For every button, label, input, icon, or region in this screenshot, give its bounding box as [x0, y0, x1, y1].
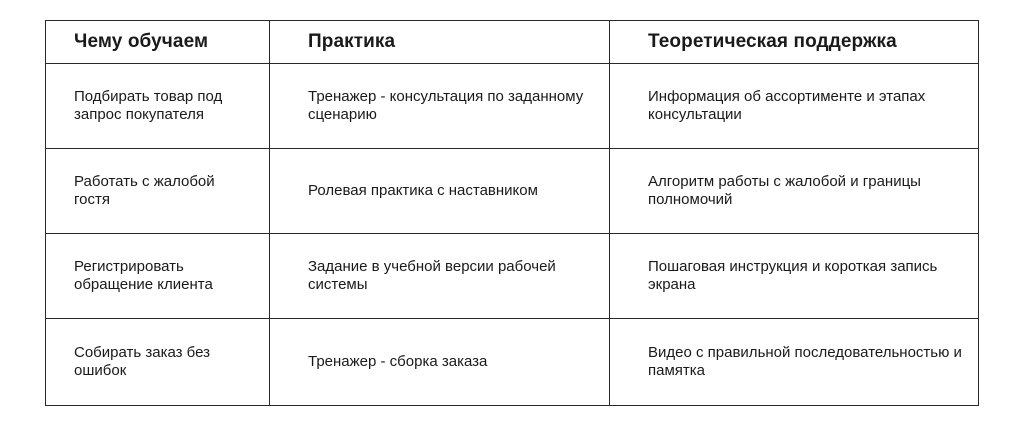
table-cell: Регистрировать обращение клиента	[46, 234, 270, 319]
column-header-practice: Практика	[270, 21, 610, 64]
table-cell: Видео с правильной последовательностью и памятка	[610, 319, 979, 406]
table-cell: Работать с жалобой гостя	[46, 149, 270, 234]
table-cell: Собирать заказ без ошибок	[46, 319, 270, 406]
table-cell: Ролевая практика с наставником	[270, 149, 610, 234]
table-header-row	[46, 21, 979, 64]
table-row	[46, 64, 979, 149]
table-cell: Пошаговая инструкция и короткая запись экрана	[610, 234, 979, 319]
table-row	[46, 319, 979, 406]
training-table-container	[45, 20, 978, 406]
table-cell: Тренажер - сборка заказа	[270, 319, 610, 406]
table-cell: Тренажер - консультация по заданному сценарию	[270, 64, 610, 149]
column-header-what-we-teach: Чему обучаем	[46, 21, 270, 64]
table-cell: Информация об ассортименте и этапах консультации	[610, 64, 979, 149]
table-cell: Задание в учебной версии рабочей системы	[270, 234, 610, 319]
table-row	[46, 149, 979, 234]
table-row	[46, 234, 979, 319]
training-table	[45, 20, 979, 406]
table-cell: Подбирать товар под запрос покупателя	[46, 64, 270, 149]
column-header-theory-support: Теоретическая поддержка	[610, 21, 979, 64]
table-cell: Алгоритм работы с жалобой и границы полномочий	[610, 149, 979, 234]
